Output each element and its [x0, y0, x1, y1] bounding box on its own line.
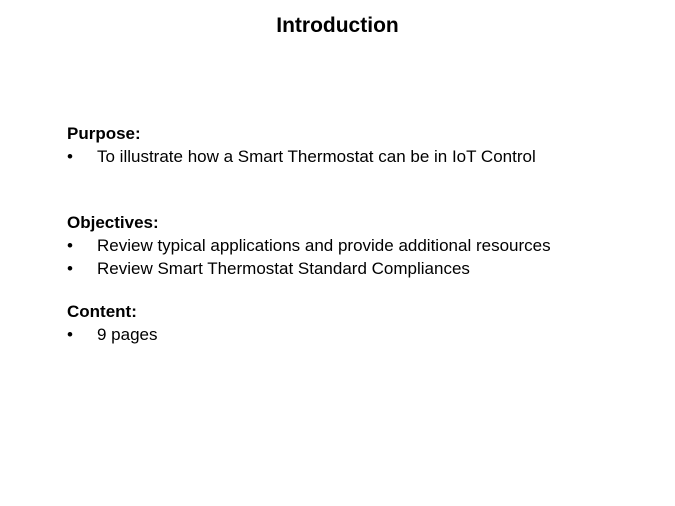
slide-title: Introduction [276, 14, 399, 37]
purpose-item [67, 145, 657, 168]
objectives-section [67, 211, 657, 280]
content-section [67, 300, 657, 346]
bullet-icon: • [67, 236, 73, 255]
purpose-heading: Purpose: [67, 124, 141, 143]
objectives-item [67, 234, 657, 257]
bullet-icon: • [67, 259, 73, 278]
content-list [67, 323, 657, 346]
content-item [67, 323, 657, 346]
objectives-item-text: Review Smart Thermostat Standard Compliances [97, 259, 470, 278]
objectives-item [67, 257, 657, 280]
objectives-heading: Objectives: [67, 213, 159, 232]
bullet-icon: • [67, 325, 73, 344]
objectives-list [67, 234, 657, 280]
content-item-text: 9 pages [97, 325, 158, 344]
purpose-section [67, 122, 657, 168]
purpose-item-text: To illustrate how a Smart Thermostat can be in IoT Control [97, 147, 536, 166]
bullet-icon: • [67, 147, 73, 166]
objectives-item-text: Review typical applications and provide additional resources [97, 236, 551, 255]
content-heading: Content: [67, 302, 137, 321]
purpose-list [67, 145, 657, 168]
